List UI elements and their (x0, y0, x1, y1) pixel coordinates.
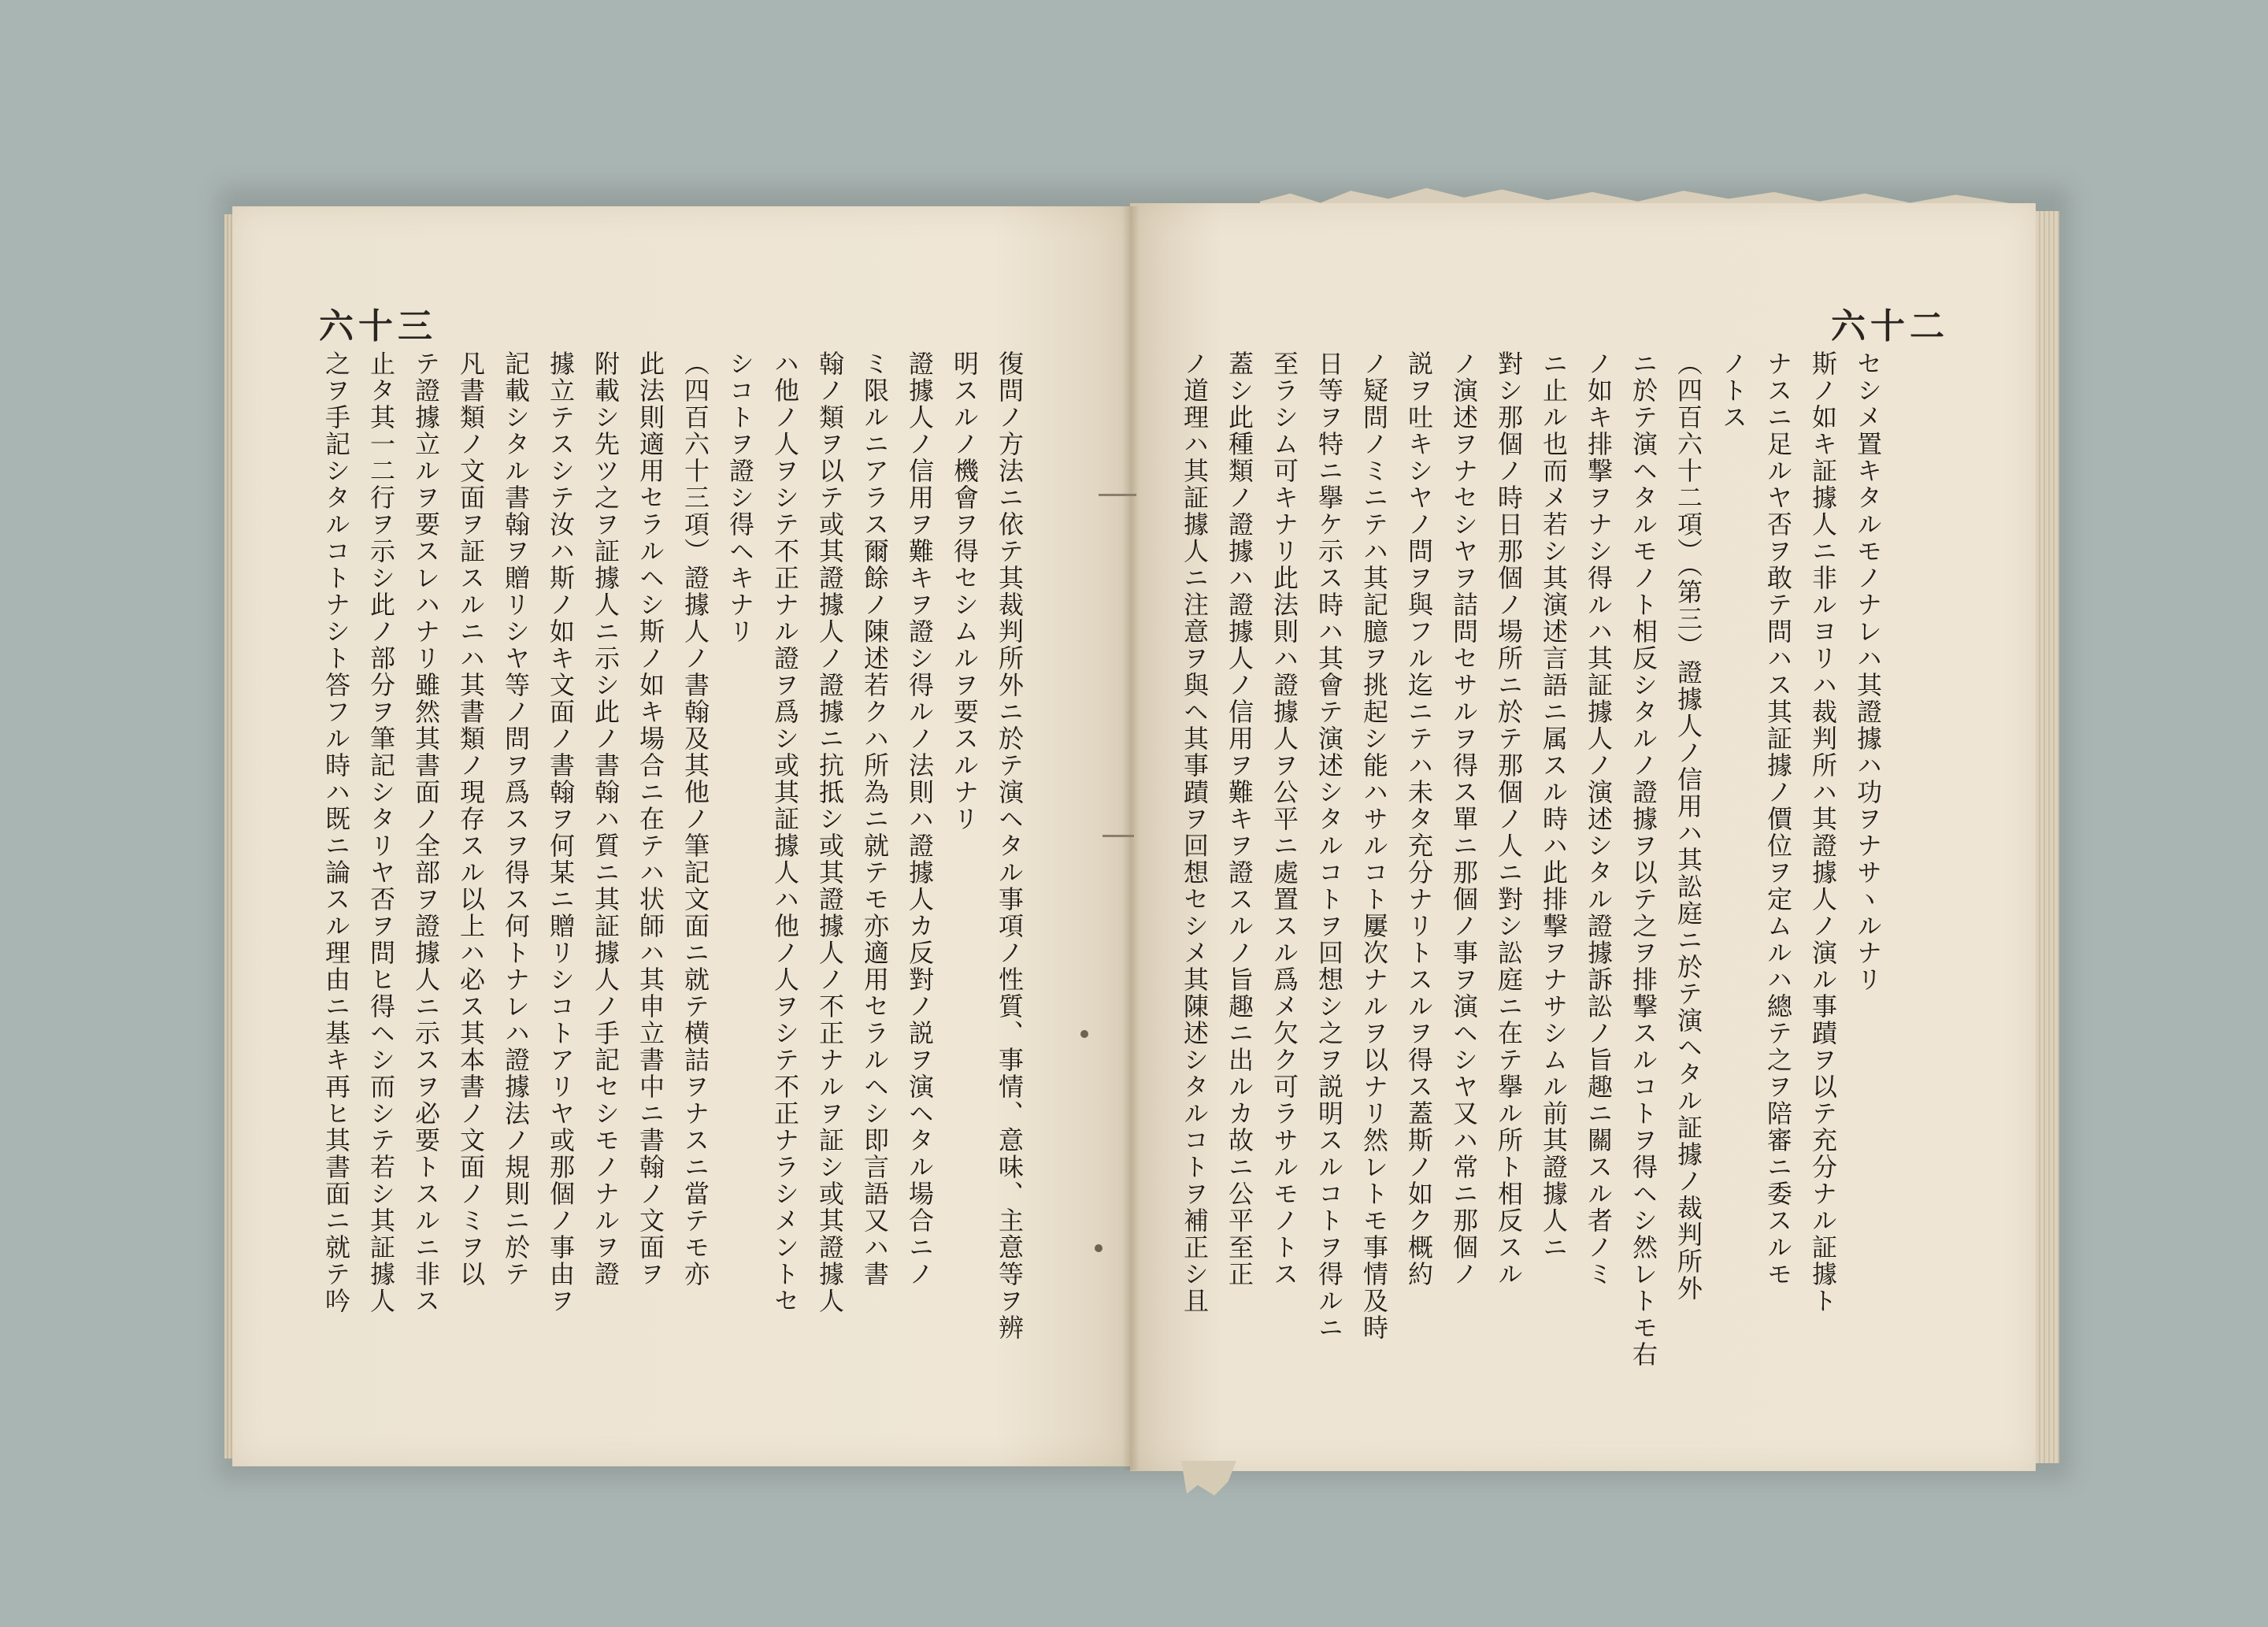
text-column: 説ヲ吐キシヤノ問ヲ與フル迄ニテハ未タ充分ナリトスルヲ得ス蓋斯ノ如ク概約 (1404, 350, 1434, 1288)
text-column: ミ限ルニアラス爾餘ノ陳述若クハ所為ニ就テモ亦適用セラルヘシ即言語又ハ書 (860, 350, 890, 1288)
text-column: テ證據立ルヲ要スレハナリ雖然其書面ノ全部ヲ證據人ニ示スヲ必要トスルニ非ス (411, 350, 441, 1314)
text-column: 止タ其一二行ヲ示シ此ノ部分ヲ筆記シタリヤ否ヲ問ヒ得ヘシ而シテ若シ其証據人 (366, 350, 396, 1314)
text-column: シコトヲ證シ得ヘキナリ (725, 350, 755, 645)
text-column: 據立テスシテ汝ハ斯ノ如キ文面ノ書翰ヲ何某ニ贈リシコトアリヤ或那個ノ事由ヲ (546, 350, 576, 1314)
right-page-text (1180, 350, 1890, 1429)
text-column: ナスニ足ルヤ否ヲ敢テ問ハス其証據ノ價位ヲ定ムルハ總テ之ヲ陪審ニ委スルモ (1763, 350, 1793, 1288)
text-column: ノ疑問ノミニテハ其記臆ヲ挑起シ能ハサルコト屢次ナルヲ以ナリ然レトモ事情及時 (1359, 350, 1389, 1341)
text-column: 對シ那個ノ時日那個ノ場所ニ於テ那個ノ人ニ對シ訟庭ニ在テ擧ル所ト相反スル (1494, 350, 1524, 1288)
text-column: （四百六十三項）證據人ノ書翰及其他ノ筆記文面ニ就テ横詰ヲナスニ當テモ亦 (680, 350, 710, 1288)
text-column: ノ如キ排撃ヲナシ得ルハ其証據人ノ演述シタル證據訴訟ノ旨趣ニ關スル者ノミ (1584, 350, 1614, 1288)
right-page-stack (2036, 211, 2059, 1463)
text-column: ノ道理ハ其証據人ニ注意ヲ與ヘ其事蹟ヲ回想セシメ其陳述シタルコトヲ補正シ且 (1180, 350, 1210, 1314)
text-column: ニ於テ演ヘタルモノト相反シタルノ證據ヲ以テ之ヲ排撃スルコトヲ得ヘシ然レトモ右 (1629, 350, 1658, 1368)
text-column: 日等ヲ特ニ擧ケ示ス時ハ其會テ演述シタルコトヲ回想シ之ヲ説明スルコトヲ得ルニ (1314, 350, 1344, 1341)
text-column: ニ止ル也而メ若シ其演述言語ニ属スル時ハ此排撃ヲナサシムル前其證據人ニ (1539, 350, 1569, 1261)
binding-thread (1099, 494, 1136, 496)
text-column: ノ演述ヲナセシヤヲ詰問セサルヲ得ス單ニ那個ノ事ヲ演ヘシヤ又ハ常ニ那個ノ (1449, 350, 1479, 1288)
text-column: 凡書類ノ文面ヲ証スルニハ其書類ノ現存スル以上ハ必ス其本書ノ文面ノミヲ以 (456, 350, 486, 1288)
text-column: 復問ノ方法ニ依テ其裁判所外ニ於テ演ヘタル事項ノ性質、事情、意味、主意等ヲ辨 (995, 350, 1025, 1341)
text-column: 蓋シ此種類ノ證據ハ證據人ノ信用ヲ難キヲ證スルノ旨趣ニ出ルカ故ニ公平至正 (1225, 350, 1254, 1288)
text-column: 之ヲ手記シタルコトナシト答フル時ハ既ニ論スル理由ニ基キ再ヒ其書面ニ就テ吟 (321, 350, 351, 1314)
text-column: ハ他ノ人ヲシテ不正ナル證ヲ爲シ或其証據人ハ他ノ人ヲシテ不正ナラシメントセ (770, 350, 800, 1314)
text-column: 附載シ先ツ之ヲ証據人ニ示シ此ノ書翰ハ質ニ其証據人ノ手記セシモノナルヲ證 (591, 350, 621, 1288)
binding-hole (1080, 1030, 1088, 1038)
book-gutter (1122, 206, 1140, 1470)
binding-hole (1095, 1244, 1102, 1252)
text-column: （四百六十二項）（第三）證據人ノ信用ハ其訟庭ニ於テ演ヘタル証據ノ裁判所外 (1673, 350, 1703, 1302)
text-column: 記載シタル書翰ヲ贈リシヤ等ノ問ヲ爲スヲ得ス何トナレハ證據法ノ規則ニ於テ (501, 350, 531, 1288)
text-column: 至ラシム可キナリ此法則ハ證據人ヲ公平ニ處置スル爲メ欠ク可ラサルモノトス (1269, 350, 1299, 1288)
right-page-number: 六十二 (1831, 306, 1949, 347)
left-page-text (299, 350, 1032, 1429)
text-column: 明スルノ機會ヲ得セシムルヲ要スルナリ (950, 350, 980, 832)
text-column: 此法則適用セラルヘシ斯ノ如キ場合ニ在テハ状師ハ其申立書中ニ書翰ノ文面ヲ (636, 350, 665, 1288)
text-column: セシメ置キタルモノナレハ其證據ハ功ヲナサヽルナリ (1853, 350, 1883, 993)
binding-thread (1102, 835, 1134, 837)
text-column: ノトス (1718, 350, 1748, 431)
torn-bottom-edge (1181, 1461, 1236, 1495)
text-column: 證據人ノ信用ヲ難キヲ證シ得ルノ法則ハ證據人カ反對ノ説ヲ演ヘタル場合ニノ (905, 350, 935, 1288)
text-column: 翰ノ類ヲ以テ或其證據人ノ證據ニ抗抵シ或其證據人ノ不正ナルヲ証シ或其證據人 (815, 350, 845, 1314)
text-column: 斯ノ如キ証據人ニ非ルヨリハ裁判所ハ其證據人ノ演ル事蹟ヲ以テ充分ナル証據ト (1808, 350, 1838, 1314)
left-page-number: 六十三 (319, 306, 437, 347)
